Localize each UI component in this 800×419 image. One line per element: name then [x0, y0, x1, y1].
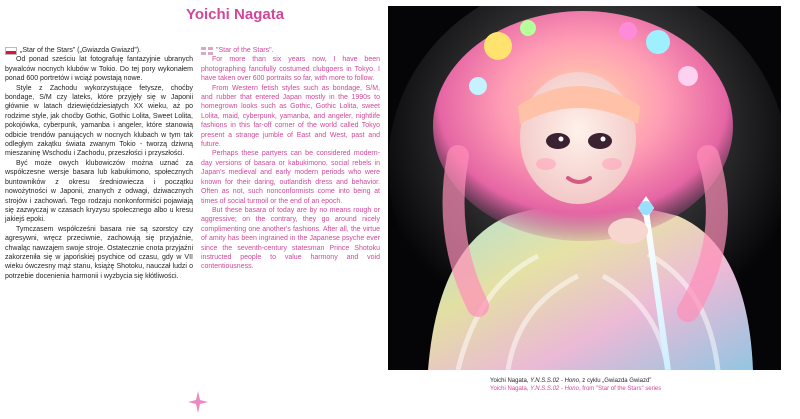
flag-poland-icon	[5, 47, 17, 55]
polish-paragraph-3: Być może owych klubowiczów można uznać za współczesne wersje basara lub kabukimono, społecznych buntowników z okresu średniowiecza i początku nowożytności w Japonii, znanych z odwagi, dziwacznych strojów i zachowań. Tego rodzaju nonkonformiści pojawiają się zazwyczaj w czasach kryzysu społecznego albo u kresu jakiejś epoki.	[5, 159, 193, 224]
polish-heading	[5, 46, 193, 55]
caption-polish	[490, 377, 661, 385]
portrait-photo	[388, 6, 781, 370]
english-paragraph-1: For more than six years now, I have been photographing fancifully costumed clubgoers in Tokyo. I have taken over 600 portraits so far, with more to follow.	[201, 56, 380, 83]
sparkle-star-icon	[188, 391, 208, 413]
caption-english	[490, 385, 661, 393]
caption-english-work: Y.N.S.S.02 - Hono	[530, 386, 579, 392]
caption-english-rest: , from "Star of the Stars" series	[578, 386, 662, 392]
caption-polish-work: Y.N.S.S.02 - Hono	[530, 378, 579, 384]
english-paragraph-3: Perhaps these partyers can be considered modern-day versions of basara or kabukimono, social rebels in Japan's medieval and early modern periods who were known for their daring, outlandish dress and behavior. Often as not, such nonconformists come into being at times of social turmoil or the end of an epoch.	[201, 150, 380, 205]
caption-english-author: Yoichi Nagata,	[490, 386, 531, 392]
page-title: Yoichi Nagata	[185, 6, 285, 23]
caption-polish-rest: , z cyklu „Gwiazda Gwiazd”	[578, 378, 652, 384]
english-heading	[201, 46, 380, 55]
polish-heading-text: „Star of the Stars” („Gwiazda Gwiazd”).	[20, 47, 141, 54]
photo-captions	[490, 377, 661, 393]
portrait-illustration	[388, 6, 781, 370]
polish-paragraph-4: Tymczasem współcześni basara nie są szorstcy czy agresywni, wręcz przeciwnie, zachowują się przyjaźnie, chwaląc nawzajem swoje stroje. Ostatecznie cnota przyjaźni zakorzeniła się w japońskiej psychice od czasu, gdy w VII wieku ówczesny mąż stanu, książę Shotoku, nauczał ludzi o potrzebie docenienia harmonii i wyzbycia się kłótliwości.	[5, 225, 193, 280]
polish-paragraph-2: Style z Zachodu wykorzystujące fetysze, choćby bondage, S/M czy lateks, które przyjęły się w Japonii głównie w latach dziewięćdziesiątych XX wieku, aż po rodzime style, jak choćby Gothic, Gothic Lolita, Sweet Lolita, pokojówka, cyberpunk, yamanba i angeler, które stanowią odbicie trendów panujących w nocnych klubach w tym tak odległym zakątku świata zwanym Tokio - tworzą dziwną mieszaninę Wschodu i Zachodu, przeszłości i przyszłości.	[5, 84, 193, 158]
polish-text-column	[5, 46, 193, 281]
polish-paragraph-1: Od ponad sześciu lat fotografuję fantazyjnie ubranych bywalców nocnych klubów w Tokio. Do tej pory wykonałem ponad 600 portretów i wciąż powstają nowe.	[5, 56, 193, 83]
flag-uk-icon	[201, 47, 213, 55]
english-paragraph-2: From Western fetish styles such as bondage, S/M, and rubber that entered Japan mostly in the 1990s to homegrown looks such as Gothic, Gothic Lolita, sweet Lolita, maid, cyberpunk, yamanba, and angeler, nightlife fashions in this far-off corner of the world called Tokyo present a strange jumble of East and West, past and future.	[201, 84, 380, 149]
caption-polish-author: Yoichi Nagata,	[490, 378, 531, 384]
english-text-column	[201, 46, 380, 272]
english-heading-text: "Star of the Stars".	[216, 47, 274, 54]
english-paragraph-4: But these basara of today are by no means rough or aggressive; on the contrary, they go around nicely complimenting one another's fashions. After all, the virtue of amity has been ingrained in the Japanese psyche ever since the seventh-century statesman Prince Shotoku instructed people to value harmony and void contentiousness.	[201, 206, 380, 271]
